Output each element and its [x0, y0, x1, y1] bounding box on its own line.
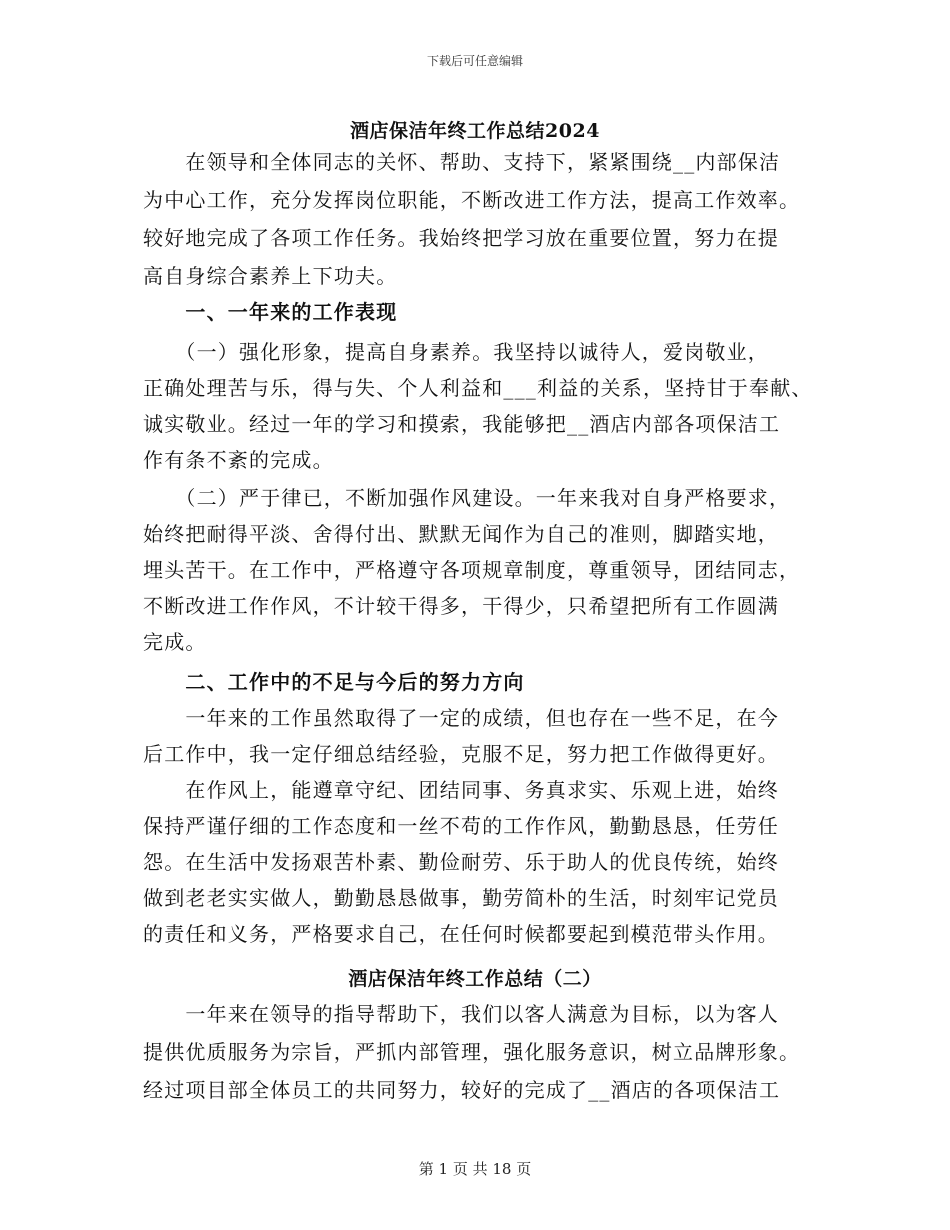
paragraph-line: 后工作中，我一定仔细总结经验，克服不足，努力把工作做得更好。: [143, 742, 779, 766]
document-subtitle: 酒店保洁年终工作总结（二）: [348, 968, 602, 990]
paragraph-line: 埋头苦干。在工作中，严格遵守各项规章制度，尊重领导，团结同志，: [143, 558, 801, 582]
document-title: 酒店保洁年终工作总结2024: [350, 120, 600, 142]
paragraph-line: 一年来在领导的指导帮助下，我们以客人满意为目标，以为客人: [143, 1002, 779, 1026]
paragraph-line: 在作风上，能遵章守纪、团结同事、务真求实、乐观上进，始终: [143, 778, 779, 802]
paragraph-line: 一年来的工作虽然取得了一定的成绩，但也存在一些不足，在今: [143, 706, 779, 730]
paragraph-line: 始终把耐得平淡、舍得付出、默默无闻作为自己的准则，脚踏实地，: [143, 522, 779, 546]
paragraph-line: 正确处理苦与乐，得与失、个人利益和___利益的关系，坚持甘于奉献、: [143, 376, 813, 400]
paragraph-line: （二）严于律已，不断加强作风建设。一年来我对自身严格要求，: [143, 486, 791, 510]
header-note: 下载后可任意编辑: [426, 54, 523, 68]
intro-line: 在领导和全体同志的关怀、帮助、支持下，紧紧围绕__内部保洁: [143, 150, 781, 174]
paragraph-line: 做到老老实实做人，勤勤恳恳做事，勤劳简朴的生活，时刻牢记党员: [143, 886, 779, 910]
intro-line: 为中心工作，充分发挥岗位职能，不断改进工作方法，提高工作效率。: [143, 188, 801, 212]
intro-line: 高自身综合素养上下功夫。: [143, 264, 398, 288]
paragraph-line: 提供优质服务为宗旨，严抓内部管理，强化服务意识，树立品牌形象。: [143, 1040, 801, 1064]
page-footer: 第 1 页 共 18 页: [418, 1160, 532, 1178]
paragraph-line: （一）强化形象，提高自身素养。我坚持以诚待人，爱岗敬业，: [143, 340, 769, 364]
paragraph-line: 保持严谨仔细的工作态度和一丝不苟的工作作风，勤勤恳恳，任劳任: [143, 814, 779, 838]
section-heading-1: 一、一年来的工作表现: [143, 300, 398, 324]
paragraph-line: 完成。: [143, 630, 207, 654]
intro-line: 较好地完成了各项工作任务。我始终把学习放在重要位置，努力在提: [143, 226, 779, 250]
paragraph-line: 不断改进工作作风，不计较干得多，干得少，只希望把所有工作圆满: [143, 594, 779, 618]
section-heading-2: 二、工作中的不足与今后的努力方向: [143, 670, 525, 694]
paragraph-line: 作有条不紊的完成。: [143, 448, 334, 472]
paragraph-line: 的责任和义务，严格要求自己，在任何时候都要起到模范带头作用。: [143, 922, 779, 946]
paragraph-line: 经过项目部全体员工的共同努力，较好的完成了__酒店的各项保洁工: [143, 1078, 781, 1102]
paragraph-line: 怨。在生活中发扬艰苦朴素、勤俭耐劳、乐于助人的优良传统，始终: [143, 850, 779, 874]
paragraph-line: 诚实敬业。经过一年的学习和摸索，我能够把__酒店内部各项保洁工: [143, 412, 781, 436]
